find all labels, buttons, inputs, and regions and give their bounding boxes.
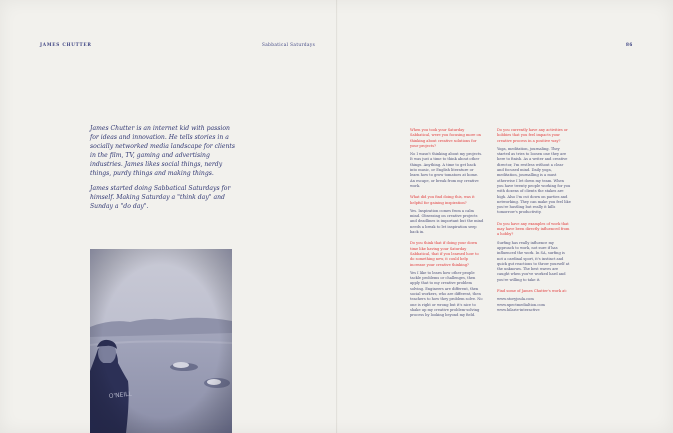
intro-paragraph: James Chutter is an internet kid with passion for ideas and innovation. He tells stories in a socially networked media landscape for clients in the film, TV, gaming and advertising industries. James likes social things, nerdy things, purdy things and making things. bbox=[90, 125, 236, 178]
beach-photo-illustration bbox=[90, 249, 232, 433]
work-link[interactable]: www.xpectmedialtion.com bbox=[497, 302, 545, 307]
interview-answer: Yes I like to learn how other people tackle problems or challenges, then apply that to my creative problem solving. Engineers are different, then social workers, who are different, then teachers to how they problem solve. No one is right or wrong but it's nice to shake up my creative problem-solving process by looking beyond my field. bbox=[410, 270, 483, 318]
interview-answer: Yoga, meditation, journaling. They started as tries to loosen one they are here to finish. As a writer and creative director, I'm restless without a clear and focused mind. Daily yoga, meditation, journalling is a must otherwise I let down my team. When you have twenty people working for you with dozens of clients the stakes are high. Also I'm cut down on parties and networking. They can make you feel like you're hustling but really it kills tomorrow's productivity. bbox=[497, 146, 571, 215]
interview-question: Do you have any examples of work that may have been directly influenced from a hobby? bbox=[497, 221, 570, 237]
interview-answer: Yes. Inspiration comes from a calm mind. Obsessing on creative projects and deadlines is important but the mind needs a break to let inspiration seep back in. bbox=[410, 208, 484, 235]
intro-text bbox=[90, 124, 240, 216]
running-head-section: Sabbatical Saturdays bbox=[262, 42, 316, 47]
interview-question: Do you think that if doing your down time like having your Saturday Sabbatical, that if you learned how to do something new, it could help increase your creative thinking? bbox=[410, 241, 479, 267]
work-link[interactable]: www.hilarie-interactive bbox=[497, 307, 540, 312]
interview-question: Do you currently have any activities or hobbies that you feel impacts your creative process in a positive way? bbox=[497, 128, 568, 143]
links-heading: Find some of James Chutter's work at: bbox=[497, 289, 567, 294]
surfer-photo bbox=[90, 249, 232, 433]
running-head-author: JAMES CHUTTER bbox=[40, 42, 92, 47]
page-number: 86 bbox=[626, 42, 633, 47]
spine-gutter bbox=[336, 0, 338, 433]
interview-question: What did you find doing this, was it helpful for gaining inspiration? bbox=[410, 195, 475, 205]
interview-column-left bbox=[410, 128, 484, 325]
work-link[interactable]: www.storyjoula.com bbox=[497, 297, 534, 302]
intro-paragraph: James started doing Sabbatical Saturdays for himself. Making Saturday a "think day" and Sunday a "do day". bbox=[90, 184, 231, 210]
interview-question: When you took your Saturday Sabbatical, were you focusing more on thinking about creative solutions for your projects? bbox=[410, 128, 481, 148]
interview-answer: Surfing has really influence my approach to work, not sure if has influenced the work. In SA, surfing is not a cardinal sport, it's instinct and quick gut reactions to throw yourself at the unknown. The best waves are caught when you've worked hard and you're willing to take it. bbox=[497, 240, 570, 282]
interview-column-right bbox=[497, 128, 571, 313]
work-links bbox=[497, 297, 571, 313]
interview-answer: No I wasn't thinking about my projects. It was just a time to think about other things. Anything. A time to get back into music, or English literature or learn how to grow tomatoes at home. An escape, or break from my creative work. bbox=[410, 152, 483, 188]
